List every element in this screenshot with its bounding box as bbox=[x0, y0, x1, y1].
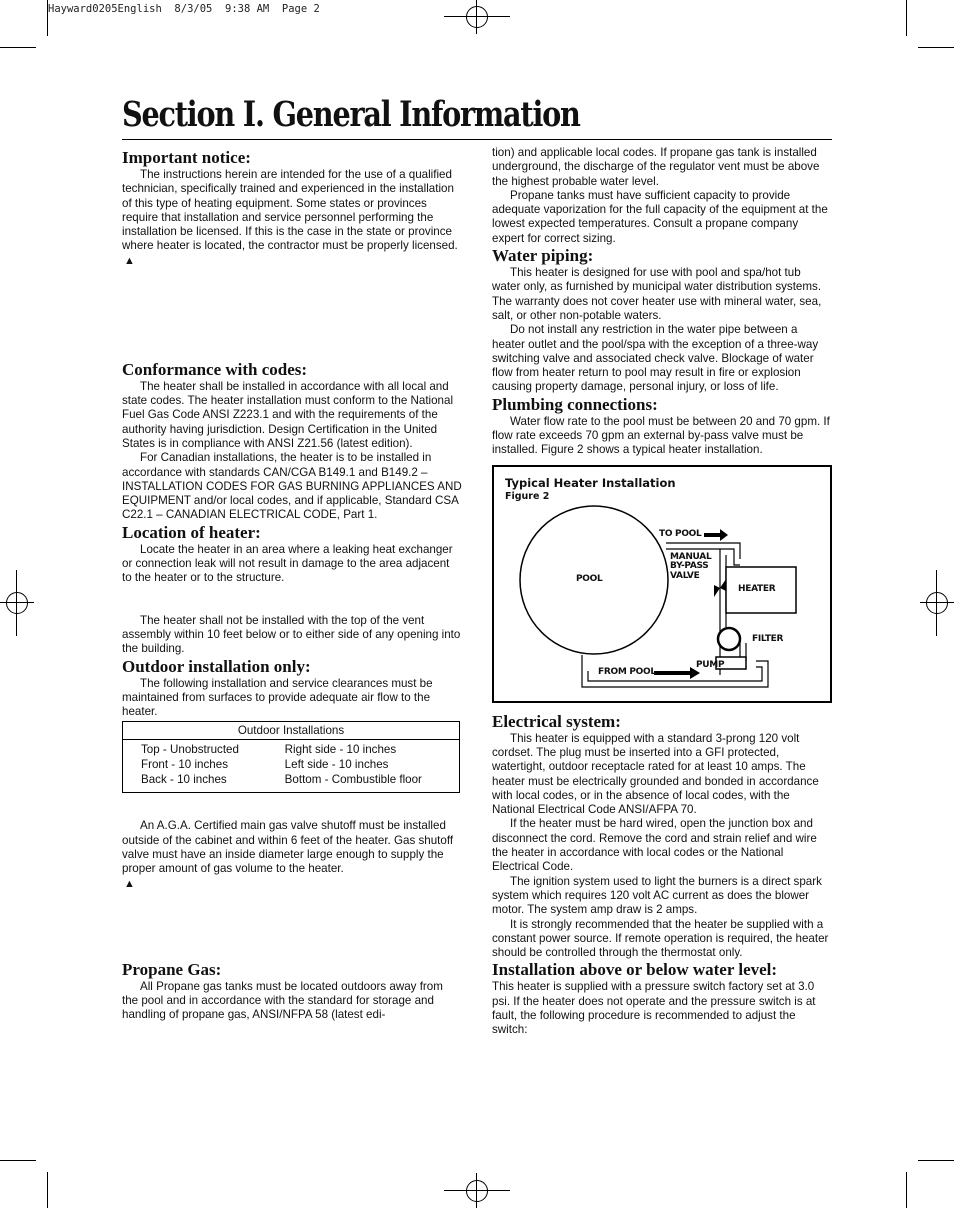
spacer bbox=[122, 586, 462, 614]
propane-text-2: Propane tanks must have sufficient capacity to provide adequate vaporization for the full capacity of the equipment at the lowest expected temperatures. Consult a propane company expert for correct sizing. bbox=[492, 188, 828, 245]
plumbing-diagram bbox=[494, 467, 830, 701]
important-notice-text: The instructions herein are intended for the use of a qualified technician, specifically trained and experienced in the installation of this type of heating equipment. Some states or provinces require that installation and service personnel performing the installation be licensed. If this is the case in the state or province where heater is located, the contractor must be properly licensed. bbox=[122, 168, 458, 253]
table-row bbox=[123, 772, 460, 793]
left-column bbox=[122, 148, 462, 1023]
label-pump: PUMP bbox=[696, 659, 725, 670]
electrical-text-1: This heater is equipped with a standard 3-prong 120 volt cordset. The plug must be inserted into a GFI protected, watertight, outdoor receptacle rated for at least 10 amps. The heater must be electrically grounded and bonded in accordance with local codes, or in the absence of local codes, with the National Electrical Code ANSI/AFPA 70. bbox=[492, 731, 819, 817]
water-piping-heading: Water piping: bbox=[492, 246, 594, 266]
outdoor-clearance-table bbox=[122, 721, 460, 793]
label-heater: HEATER bbox=[738, 583, 776, 594]
label-filter: FILTER bbox=[752, 633, 784, 644]
table-row bbox=[123, 757, 460, 772]
plumbing-text: Water flow rate to the pool must be between 20 and 70 gpm. If flow rate exceeds 70 gpm an external by-pass valve must be installed. Figure 2 shows a typical heater installation. bbox=[492, 414, 830, 457]
conformance-text-2: For Canadian installations, the heater is to be installed in accordance with standards CAN/CGA B149.1 and B149.2 – INSTALLATION CODES FOR GAS BURNING APPLIANCES AND EQUIPMENT and/or local codes, and if applicable, Standard CSA C22.1 – CANADIAN ELECTRICAL CODE, Part 1. bbox=[122, 451, 462, 522]
conformance-text-1: The heater shall be installed in accordance with all local and state codes. The heater installation must conform to the National Fuel Gas Code ANSI Z223.1 and with the requirements of the authority having jurisdiction. Design Certification in the United States is in compliance with ANSI Z21.56 (latest edition). bbox=[122, 379, 454, 450]
right-column bbox=[492, 146, 832, 1038]
electrical-heading: Electrical system: bbox=[492, 711, 621, 731]
electrical-text-4: It is strongly recommended that the heater be supplied with a constant power source. If remote operation is required, the heater should be controlled through the thermostat only. bbox=[492, 917, 829, 960]
important-notice-heading: Important notice: bbox=[122, 148, 251, 167]
figure-title: Typical Heater Installation bbox=[505, 475, 676, 490]
label-pool: POOL bbox=[576, 573, 603, 584]
warning-icon: ▲ bbox=[124, 877, 135, 890]
figure-typical-heater-installation bbox=[492, 465, 832, 703]
spacer bbox=[122, 793, 462, 819]
table-row bbox=[123, 740, 460, 758]
gas-valve-text: An A.G.A. Certified main gas valve shutoff must be installed outside of the cabinet and within 6 feet of the heater. Gas shutoff valve must have an inside diameter large enough to supply the proper amount of gas volume to the heater. bbox=[122, 819, 454, 876]
warning-icon: ▲ bbox=[124, 254, 135, 267]
location-heading: Location of heater: bbox=[122, 522, 261, 542]
water-piping-text-1: This heater is designed for use with pool and spa/hot tub water only, as furnished by municipal water distribution systems. The warranty does not cover heater use with mineral water, sea, salt, or other non-potable waters. bbox=[492, 266, 822, 322]
table-cell: Bottom - Combustible floor bbox=[284, 773, 422, 787]
spacer bbox=[122, 268, 462, 360]
table-cell: Right side - 10 inches bbox=[284, 743, 397, 757]
propane-text-1: All Propane gas tanks must be located outdoors away from the pool and in accordance with the standard for storage and handling of propane gas, ANSI/NFPA 58 (latest edi- bbox=[122, 979, 443, 1022]
electrical-text-3: The ignition system used to light the burners is a direct spark system which requires 120 volt AC current as does the blower motor. The system amp draw is 2 amps. bbox=[492, 874, 822, 917]
title-rule bbox=[122, 139, 832, 140]
table-caption: Outdoor Installations bbox=[123, 722, 460, 740]
label-bypass-valve: MANUAL BY-PASS VALVE bbox=[670, 551, 712, 581]
label-to-pool: TO POOL bbox=[659, 528, 702, 539]
propane-heading: Propane Gas: bbox=[122, 959, 222, 979]
table-cell: Top - Unobstructed bbox=[141, 743, 239, 757]
to-pool-arrow bbox=[704, 529, 728, 541]
location-text-2: The heater shall not be installed with the top of the vent assembly within 10 feet below or to either side of any opening into the building. bbox=[122, 613, 461, 656]
installation-level-text: This heater is supplied with a pressure switch factory set at 3.0 psi. If the heater does not operate and the pressure switch is at fault, the following procedure is recommended to adjust the switch: bbox=[492, 980, 816, 1037]
filter-shape bbox=[718, 628, 740, 650]
spacer bbox=[122, 891, 462, 960]
print-header: Hayward0205English 8/3/05 9:38 AM Page 2 bbox=[48, 3, 320, 15]
outdoor-text: The following installation and service clearances must be maintained from surfaces to provide adequate air flow to the heater. bbox=[122, 676, 433, 719]
propane-text-continued: tion) and applicable local codes. If propane gas tank is installed underground, the discharge of the regulator vent must be above the highest probable water level. bbox=[492, 146, 820, 188]
water-piping-text-2: Do not install any restriction in the water pipe between a heater outlet and the pool/spa with the exception of a three-way switching valve and associated check valve. Blockage of water flow from heater return to pool may result in fire or explosion causing property damage, personal injury, or loss of life. bbox=[492, 323, 819, 394]
conformance-heading: Conformance with codes: bbox=[122, 359, 308, 379]
table-cell: Back - 10 inches bbox=[141, 773, 227, 787]
outdoor-heading: Outdoor installation only: bbox=[122, 656, 311, 676]
table-cell: Front - 10 inches bbox=[141, 758, 228, 772]
from-pool-arrow bbox=[654, 667, 700, 679]
figure-subtitle: Figure 2 bbox=[505, 490, 550, 502]
installation-level-heading: Installation above or below water level: bbox=[492, 960, 778, 980]
electrical-text-2: If the heater must be hard wired, open the junction box and disconnect the cord. Remove the cord and strain relief and wire the heater in accordance with local codes or the National Electrical Code. bbox=[492, 817, 817, 874]
table-cell: Left side - 10 inches bbox=[284, 758, 389, 772]
label-from-pool: FROM POOL bbox=[598, 666, 656, 677]
location-text-1: Locate the heater in an area where a leaking heat exchanger or connection leak will not result in damage to the area adjacent to the heater or to the structure. bbox=[122, 542, 453, 585]
plumbing-heading: Plumbing connections: bbox=[492, 394, 658, 414]
section-title: Section I. General Information bbox=[122, 94, 580, 135]
